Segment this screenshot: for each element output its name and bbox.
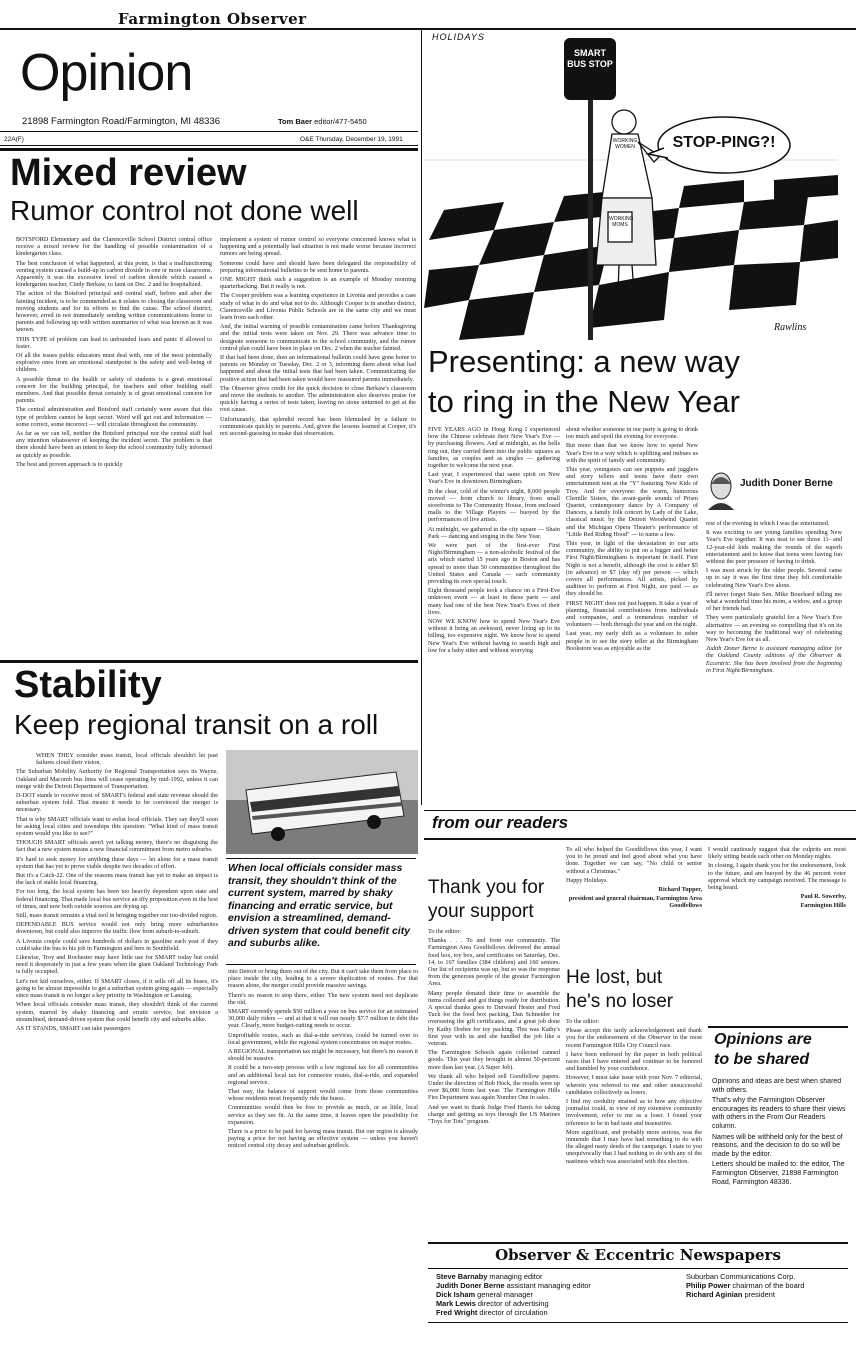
paragraph: The Observer gives credit for the quick decision to close Berkaw's classroom and move the students to another. The administration also deserves praise for quickly having a series of tests taken, leaving no stone unturned to get at the root cause. — [220, 384, 416, 414]
column-text-3 — [706, 520, 842, 810]
paragraph: Likewise, Troy and Rochester may have little use for SMART today but could need it desperately in just a few years when the giant Oakland Technology Park is fully occupied. — [16, 954, 218, 976]
paragraph: Please accept this tardy acknowledgement and thank you for the endorsement of the Observer in the most recent Farmington Hills City Council race. — [566, 1027, 702, 1049]
author-photo — [706, 470, 736, 510]
letter1-headline-line-2: your support — [428, 901, 534, 922]
paragraph: A REGIONAL transportation tax might be necessary, but there's no reason it should be massive. — [228, 1048, 418, 1063]
staff-row — [686, 1272, 846, 1281]
paragraph: And we want to thank Judge Fred Harris for taking charge and getting us toys through the US Marines "Toys for Tots" program. — [428, 1103, 560, 1126]
paragraph: To all who helped the Goodfellows this year, I want you to be proud and feel good about what you have done. Together we can say, "No child or senior without a Christmas." — [566, 846, 702, 875]
masthead-editor: Tom Baer — [278, 117, 313, 126]
paragraph: Last year, I experienced that same spirit on New Year's Eve in downtown Birmingham. — [428, 471, 560, 486]
paragraph: There's no reason to stop there, either. The new system need not duplicate the old. — [228, 991, 418, 1006]
paragraph: ONE MIGHT think such a suggestion is an example of Monday morning quarterbacking. But it really is not. — [220, 276, 416, 291]
cartoon-speech-text: STOP-PING?! — [672, 134, 776, 151]
letter2-headline-line-1: He lost, but — [566, 967, 663, 988]
paragraph: I have been endorsed by the paper in both political races that I have entered and continue to be honored and humbled by your confidence. — [566, 1050, 702, 1073]
paragraph: I was most struck by the older people. Several came up to say it was the first time they felt comfortable celebrating New Year's Eve alone. — [706, 567, 842, 589]
paragraph: I find my credulity strained as to how any objective journalist could, in view of my extensive community involvement, refer to me as a loser. I found your reference to be in bad taste and insensitive. — [566, 1098, 702, 1127]
staff-name: Fred Wright — [436, 1308, 478, 1317]
paragraph: A Livonia couple could save hundreds of dollars in gasoline each year if they could take the bus to his job in Farmington and hers in Southfield. — [16, 937, 218, 952]
paragraph: The Farmington Schools again collected canned goods. This year they brought in almost 50-percent more than last year. (A Super Job). — [428, 1049, 560, 1071]
section-title: Opinion — [20, 44, 193, 102]
letter2-body-1 — [566, 1018, 702, 1240]
staffbox-title: Observer & Eccentric Newspapers — [495, 1246, 781, 1264]
staff-name: Richard Aginian — [686, 1290, 743, 1299]
staff-name: Philip Power — [686, 1281, 731, 1290]
letter1-signature-name: Richard Tupper, — [658, 886, 702, 894]
pullquote-top-rule — [226, 858, 416, 859]
column-divider-rule — [421, 30, 422, 805]
paragraph: Unfortunately, that splendid record has been blemished by a failure to communicate quickly to parents. And, given the lessons learned at Cooper, it's not second-guessing to make that observation. — [220, 415, 416, 438]
staff-name: Judith Doner Berne — [436, 1281, 505, 1290]
editorial1-kicker: Mixed review — [10, 152, 247, 194]
editorial1-top-rule — [0, 148, 418, 151]
paragraph: A possible threat to the health or safety of students is a great emotional concern for the building principal, for teachers and other building staff members. And that possible threat certainly is of great emotional concern for parents. — [16, 375, 212, 405]
paragraph: We were part of the first-ever First Night/Birmingham — a non-alcoholic festival of the arts which started 15 years ago in Boston and has spread to more than 50 communities throughout the United States and Canada — each community providing its own special touch. — [428, 542, 560, 586]
editorial2-headline: Keep regional transit on a roll — [14, 709, 379, 740]
paragraph: BOTSFORD Elementary and the Clarenceville School District central office receive a mixed review for the handling of possible contamination of a kindergarten class. — [16, 236, 212, 258]
editorial1-headline: Rumor control not done well — [10, 195, 359, 226]
paragraph: This year, youngsters can see puppets and jugglers and story tellers and teens have their own entertainment tent at the "Y" featuring New Kids of Troy. And for everyone: the warm, humorous Chenille Sisters, the avant-garde sounds of Prism Quartet, contemporary dance by A Company of Dancers, a family folk concert by Lady of the Lake, classical music by the Detroit Woodwind Quartet and the Michigan Opera Theater's performance of "Little Red Riding Hood" — to name a few. — [566, 466, 698, 538]
column-headline — [428, 342, 740, 422]
paragraph: WHEN THEY consider mass transit, local officials shouldn't let past failures cloud their vision. — [36, 752, 218, 767]
letter2-signature-title: Farmington Hills — [800, 902, 846, 910]
page-number: 22A(F) — [4, 136, 24, 143]
letter1-headline-line-1: Thank you for — [428, 877, 545, 898]
dateline-rule — [0, 145, 418, 146]
staffbox-left — [436, 1272, 666, 1317]
paragraph: rest of the evening in which I was the entertained. — [706, 520, 830, 527]
staffbox-title-rule — [428, 1268, 848, 1269]
paragraph: Names will be withheld only for the best of reasons, and the decision to do so will be made by the editor. — [712, 1133, 843, 1158]
paragraph: At midnight, we gathered in the city square — Shain Park — dancing and singing in the New Year. — [428, 525, 560, 540]
policy-headline-line-2: to be shared — [714, 1051, 810, 1068]
paragraph: D-DOT stands to receive most of SMART's federal and state revenue should the suburban system fold. That means it needs to be convinced the merger is necessary. — [16, 792, 218, 814]
paragraph: Let's not kid ourselves, either. If SMART closes, if it sells off all its buses, it's going to be almost impossible to get a suburban system going again — especially since mass transit is no longer a key priority in Washington or Lansing. — [16, 977, 218, 1000]
paragraph: NOW WE KNOW how to spend New Year's Eve without it being an awkward, never living up to its billing, too expensive night. We know how to spend New Year's Eve without having to search high and low for a baby sitter and without worrying — [428, 618, 560, 654]
staff-row — [436, 1272, 666, 1281]
paragraph: Letters should be mailed to: the editor, The Farmington Observer, 21898 Farmington Road, Farmington 48336. — [712, 1161, 845, 1186]
paragraph: implement a system of rumor control so everyone concerned knows what is happening and a potentially bad situation is not made worse because incorrect rumors are being spread. — [220, 236, 416, 258]
cartoon-figure-label: WORKING WOMEN — [612, 138, 638, 150]
cartoon-drawing — [424, 30, 838, 340]
editorial-cartoon — [424, 30, 838, 340]
paragraph: THIS TYPE of problem can lead to unfounded fears and panic if allowed to fester. — [16, 335, 212, 350]
paragraph: However, I must take issue with your Nov. 7 editorial, wherein you referred to me and other unsuccessful candidates collectively as losers. — [566, 1074, 702, 1096]
editorial1-column-2 — [220, 236, 416, 658]
cartoon-scribble: HOLIDAYS — [432, 32, 485, 42]
policy-headline-line-1: Opinions are — [714, 1031, 812, 1048]
staff-name: Dick Isham — [436, 1290, 476, 1299]
masthead-bottom-rule — [0, 131, 418, 132]
policy-body — [712, 1078, 846, 1240]
paragraph: Happy Holidays. — [566, 876, 608, 884]
letter2-signature-name: Paul R. Sowerby, — [800, 893, 846, 901]
paragraph: In closing, I again thank you for the endorsement, look to the future, and am buoyed by the 46 percent voter approval which my campaign received. The message is being heard. — [708, 862, 846, 892]
paragraph: But it's a Catch-22. One of the reasons mass transit has yet to make an impact is the lack of stable local financing. — [16, 872, 218, 887]
paragraph: FIRST NIGHT does not just happen. It take a year of planning, financial contributions from individuals and companies, and a tremendous number of volunteers — both through the year and on the night. — [566, 599, 698, 629]
staff-row — [436, 1281, 666, 1290]
policy-headline — [714, 1030, 812, 1070]
editorial2-column-1 — [16, 752, 218, 1342]
paragraph: It was exciting to see young families spending New Year's Eve together. It was neat to see those 11- and 12-year-old kids making the rounds of the superb entertainment and to know that teens were having fun without the peer pressure of having to drink. — [706, 529, 842, 566]
paragraph: It's hard to seek money for anything these days — let alone for a mass transit system that has yet to prove viable despite two decades of effort. — [16, 855, 218, 870]
cartoon-artist-signature: Rawlins — [774, 322, 807, 333]
column-tagline: Judith Doner Berne is assistant managing editor for the Oakland County editions of the Observer & Eccentric. She has been involved from the beginning in First Night/Birmingham. — [706, 645, 842, 674]
paragraph: SMART currently spends $50 million a year on bus service for an estimated 30,000 daily riders — and at that it will run nearly $7.7 million in debt this year. Clearly, more budget-cutting needs to occur. — [228, 1008, 418, 1030]
cartoon-apron-label: WORKING MOMS — [609, 216, 634, 228]
letter2-body-2 — [708, 846, 846, 1032]
paragraph: FIVE YEARS AGO in Hong Kong I experienced how the Chinese celebrate their New Year's Eve — by purchasing flowers. And at midnight, as the bells ring out, they carried them into the public squares as families, as couples and as singles — gathering together to welcome the next year. — [428, 426, 560, 470]
paragraph: I'll never forget State Sen. Mike Bouchard telling me what a wonderful time his mom, a widow, and a group of her friends had. — [706, 590, 842, 613]
paragraph: The Suburban Mobility Authority for Regional Transportation says its Wayne, Oakland and Macomb bus lines will cease operating by mid-1992, unless it can merge with the Detroit Department of Transportation. — [16, 768, 218, 790]
paragraph: Eight thousand people took a chance on a First-Eve unknown event — at least in these parts — and many had one of the best New Year's Eves of their lives. — [428, 587, 560, 616]
paragraph: DEPENDABLE BUS service would not only bring more suburbanites downtown, but could also improve the traffic flow from suburb-to-suburb. — [16, 921, 218, 936]
paragraph: THOUGH SMART officials aren't yet talking money, there's no disguising the fact that a new system means a new financial commitment from metro suburbs. — [16, 839, 218, 854]
staff-role: chairman of the board — [732, 1281, 805, 1290]
paragraph: Communities would then be free to provide as much, or as little, local service as they see fit. At the same time, it leaves open the possibility for expansion. — [228, 1104, 418, 1126]
letters-top-rule — [424, 810, 856, 811]
paragraph: When local officials consider mass transit, they shouldn't think of the current system, marred by shaky financing and erratic service, but envision a streamlined, demand-driven system that could benefit city and suburbs alike. — [16, 1001, 218, 1023]
paragraph: The Cooper problem was a learning experience in Livonia and provides a case study of what to do and what not to do. Although Cooper is in another district, Clarenceville and Livonia Public Schools are in the same city and we must learn from each other. — [220, 292, 416, 322]
paragraph: Last year, my early shift as a volunteer to usher people in to see the story teller at the Birmingham Bookstore was as enjoyable as the — [566, 630, 698, 652]
staff-row — [686, 1281, 846, 1290]
column-text-2 — [566, 426, 698, 806]
cartoon-sign-text: SMART BUS STOP — [567, 48, 613, 69]
paragraph: into Detroit or bring them out of the city. But it can't take them from place to place inside the city, leading to a severe duplication of routes. For that reason alone, the merger could provide massive savings. — [228, 968, 418, 990]
paragraph: If that had been done, then an informational bulletin could have gone home to parents on Monday or Tuesday, Dec. 2 or 3, informing them about what had happened and about the initial tests that had been taken. Communicating the positive action that had been taken would have reassured parents immediately. — [220, 354, 416, 383]
staff-role: president — [744, 1290, 775, 1299]
paragraph: about whether someone in our party is going to drink too much and spoil the evening for everyone. — [566, 426, 698, 441]
paragraph: Still, mass transit remains a vital tool in bringing together our too-divided region. — [16, 912, 218, 920]
staff-name: Mark Lewis — [436, 1299, 476, 1308]
paragraph: It could be a two-step process with a low regional tax for all communities and an additional local tax for connector routes, dial-a-ride, and expanded regional service. — [228, 1064, 418, 1086]
paragraph: They were particularly grateful for a New Year's Eve alternative — an evening so compelling that it's on its way to becoming the traditional way of celebrating New Year's Eve for us all. — [706, 614, 842, 644]
pullquote-bottom-rule — [226, 964, 416, 965]
paragraph: I would cautiously suggest that the culprits are most likely sitting beside each other on Monday nights. — [708, 846, 846, 861]
dateline: O&E Thursday, December 19, 1991 — [300, 136, 403, 143]
paragraph: Thanks . . . To and from our community. The Farmington Area Goodfellows delivered the annual food box, toy box, and certificates on Saturday, Dec. 14, to 167 families (384 children) and 160 seniors. Our list of recipients was up, but so was the response from the generous people of the greater Farmington Area. — [428, 937, 560, 988]
letters-section-title: from our readers — [432, 813, 569, 832]
policy-top-rule — [708, 1026, 848, 1028]
paragraph: That is why SMART officials want to enlist local officials. They say they'll soon be asking local cities and townships this question: "What kind of mass transit system would you like to see?" — [16, 815, 218, 838]
paragraph: But more than that we know how to spend New Year's Eve in a way which is uplifting and imbues us with the spirit of family and community. — [566, 442, 698, 464]
column-author: Judith Doner Berne — [740, 478, 833, 489]
paragraph: Unprofitable routes, such as dial-a-ride services, could be turned over to local government, while the regional system concentrates on major routes. — [228, 1031, 418, 1046]
staffbox-top-rule — [428, 1242, 848, 1244]
letter2-salutation: To the editor: — [566, 1018, 600, 1025]
paragraph: That's why the Farmington Observer encourages its readers to share their views with others in the From Our Readers column. — [712, 1097, 846, 1130]
letter2-headline — [566, 966, 673, 1014]
paragraph: More significant, and probably more serious, was the innuendo that I may have had something to do with the alleged nasty deeds of the campaign. I state to you unequivocally that I had nothing to do with any of the nastiness which was associated with this election. — [566, 1128, 702, 1165]
paragraph: The central administration and Botsford staff certainly were aware that this type of problem cannot be kept secret. Word will get out and information — some correct, some incorrect — will circulate throughout the community. — [16, 406, 212, 428]
editorial2-column-2 — [228, 968, 418, 1340]
paper-name: Farmington Observer — [118, 10, 307, 28]
staff-name: Steve Barnaby — [436, 1272, 488, 1281]
column-headline-line-1: Presenting: a new way — [428, 344, 740, 379]
letter2-headline-line-2: he's no loser — [566, 991, 674, 1012]
staff-row — [686, 1290, 846, 1299]
letter1-headline — [428, 876, 544, 924]
paragraph: Many people donated their time to assemble the items collected and got things ready for distribution. A special thanks goes to Durward Hester and Fred Tuck for the food box packing, Dan Schneider for overseeing the gift certificates, and a great job done by Kathy Dreher for toy packing. This was Kathy's first year with us and she handled the job like a veteran. — [428, 989, 560, 1048]
staff-row — [436, 1299, 666, 1308]
bus-photo-drawing — [226, 750, 418, 854]
staff-role: director of circulation — [479, 1308, 548, 1317]
staffbox-right — [686, 1272, 846, 1299]
bus-photo — [226, 750, 418, 854]
paragraph: The best and proven approach is to quickly — [16, 460, 123, 468]
paragraph: Someone could have and should have been delegated the responsibility of preparing informational bulletins to be sent home to parents. — [220, 259, 416, 274]
staff-role: director of advertising — [477, 1299, 549, 1308]
paragraph: For too long, the local system has been too heavily dependent upon state and federal financing. That made local bus service an iffy proposition even in the best of times, and now both outside sources are drying up. — [16, 888, 218, 910]
masthead-editor-role: editor/477-5450 — [314, 117, 367, 126]
staff-row — [436, 1290, 666, 1299]
paragraph: As far as we can tell, neither the Botsford principal nor the central staff had any intention whatsoever of keeping the incident secret. The problem is that there should have been an intent to keep the school community fully informed as quickly as possible. — [16, 430, 212, 459]
paragraph: The action of the Botsford principal and central staff, before and after the fainting incident, is to be commended as it relates to closing the classroom and moving students and for its efforts to find the cause. The school district, however, erred in not immediately sending written communications home to parents and following up with written summaries of what was known as it was known. — [16, 290, 212, 334]
masthead-editor-line — [278, 117, 367, 126]
paragraph: This year, in light of the devastation to our arts community, the ability to put on a bigger and better First Night/Birmingham is important in itself. First Night is not a benefit, although the cost is either $5 (in advance) or $7 (day of) per person — which covers all performances. All artists, picked by audition to perform at First Night, are paid — as they should be. — [566, 540, 698, 598]
paragraph: And, the initial warning of possible contamination came before Thanksgiving and the initial tests were taken on Nov. 29. There was advance time to designate someone to communicate to the school community, and the rumor control plan could have been in place on Dec. 2 when the teacher fainted. — [220, 323, 416, 352]
paragraph: The best conclusion of what happened, at this point, is that a malfunctioning venting system caused a build-up in carbon dioxide in one or more classrooms. Apparently it was the excessive level of carbon dioxide which caused a kindergarten teacher, Cindy Berkaw, to faint on Dec. 2 and be hospitalized. — [16, 259, 212, 289]
letters-title-rule — [424, 838, 856, 840]
editorial1-column-1 — [16, 236, 212, 658]
staff-role: general manager — [477, 1290, 533, 1299]
staff-role: Suburban Communications Corp. — [686, 1272, 796, 1281]
letter1-salutation: To the editor: — [428, 928, 462, 935]
staff-role: assistant managing editor — [506, 1281, 591, 1290]
masthead-address: 21898 Farmington Road/Farmington, MI 48336 — [22, 116, 221, 127]
staff-row — [436, 1308, 666, 1317]
paragraph: There is a price to be paid for having mass transit. But our region is already paying a price for not having an effective system — unless you haven't noticed central city decay and suburban gridlock. — [228, 1128, 418, 1150]
editorial2-pullquote: When local officials consider mass transit, they shouldn't think of the current system, marred by shaky financing and erratic service, but envision a streamlined, demand-driven system that could benefit city and suburbs alike. — [228, 862, 411, 949]
paragraph: AS IT STANDS, SMART can take passengers — [16, 1024, 131, 1032]
paragraph: Opinions and ideas are best when shared with others. — [712, 1078, 842, 1094]
paragraph: In the clear, cold of the winter's night, 8,000 people moved — from church to library, from small storefronts to The Community House, from enclosed malls to the Village Players — buoyed by the performances of live artists. — [428, 487, 560, 524]
paragraph: That way, the balance of support would come from those communities whose residents most frequently ride the buses. — [228, 1088, 418, 1103]
column-text-1 — [428, 426, 560, 806]
letter1-signature-title: president and general chairman, Farmington Area Goodfellows — [568, 895, 702, 910]
column-headline-line-2: to ring in the New Year — [428, 384, 740, 419]
letter1-body-2 — [566, 846, 702, 966]
editorial2-kicker: Stability — [14, 664, 162, 706]
paragraph: Of all the issues public educators must deal with, one of the most potentially explosive ones from an emotional standpoint is the safety and well-being of children. — [16, 352, 212, 374]
paragraph: We thank all who helped sell Goodfellow papers. Under the direction of Bob Hock, the results were up over $6,000 from last year. The Farmington Hills Fire Department was again Number One in sales. — [428, 1072, 560, 1102]
staff-role: managing editor — [489, 1272, 543, 1281]
staffbox-bottom-rule — [428, 1322, 848, 1323]
